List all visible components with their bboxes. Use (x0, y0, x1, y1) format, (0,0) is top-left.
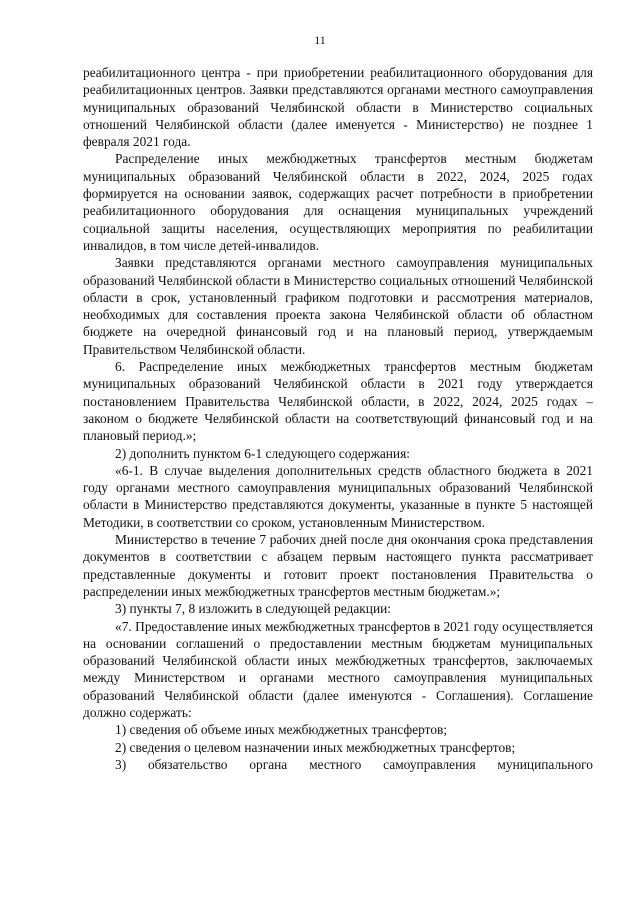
paragraph-amendment-2: 2) дополнить пунктом 6-1 следующего содержания: (115, 445, 410, 461)
list-item-3: 3) обязательство органа местного самоуправления муниципального (115, 756, 593, 772)
paragraph-applications-submission: Заявки представляются органами местного самоуправления муниципальных образований Челябинской области в Министерство социальных отношений Челябинской области в срок, установленный графиком подготовки и рассмотрения материалов, необходимых для составления проекта закона Челябинской области об областном бюджете на очередной финансовый год и на плановый период, утверждаемым Правительством Челябинской области. (83, 255, 593, 357)
paragraph-application-deadline: реабилитационного центра - при приобретении реабилитационного оборудования для реабилитационных центров. Заявки представляются органами местного самоуправления муниципальных образований Челябинской области в Министерство социальных отношений Челябинской области (далее именуется - Министерство) не позднее 1 февраля 2021 года. (83, 65, 593, 150)
document-body (83, 64, 593, 773)
paragraph-amendment-3: 3) пункты 7, 8 изложить в следующей редакции: (115, 601, 391, 617)
paragraph-ministry-review: Министерство в течение 7 рабочих дней после дня окончания срока представления документов в соответствии с абзацем первым настоящего пункта рассматривает представленные документы и готовит проект постановления Правительства о распределении иных межбюджетных трансфертов местным бюджетам.»; (83, 532, 593, 599)
paragraph-item-6: 6. Распределение иных межбюджетных трансфертов местным бюджетам муниципальных образований Челябинской области в 2021 году утверждается постановлением Правительства Челябинской области, в 2022, 2024, 2025 годах – законом о бюджете Челябинской области на соответствующий финансовый год и на плановый период.»; (83, 359, 593, 444)
page-number: 11 (314, 33, 326, 47)
list-item-1: 1) сведения об объеме иных межбюджетных трансфертов; (115, 722, 448, 738)
paragraph-distribution-2022-2025: Распределение иных межбюджетных трансфертов местным бюджетам муниципальных образований Челябинской области в 2022, 2024, 2025 годах формируется на основании заявок, содержащих расчет потребности в приобретении реабилитационного оборудования для оснащения муниципальных учреждений социальной защиты населения, осуществляющих мероприятия по реабилитации инвалидов, в том числе детей-инвалидов. (83, 151, 593, 253)
paragraph-item-7: «7. Предоставление иных межбюджетных трансфертов в 2021 году осуществляется на основании соглашений о предоставлении местным бюджетам муниципальных образований Челябинской области иных межбюджетных трансфертов, заключаемых между Министерством и органами местного самоуправления муниципальных образований Челябинской области (далее именуются - Соглашения). Соглашение должно содержать: (83, 618, 593, 720)
paragraph-item-6-1: «6-1. В случае выделения дополнительных средств областного бюджета в 2021 году органами местного самоуправления муниципальных образований Челябинской области в Министерство представляются документы, указанные в пункте 5 настоящей Методики, в соответствии со сроком, установленным Министерством. (83, 462, 593, 530)
list-item-2: 2) сведения о целевом назначении иных межбюджетных трансфертов; (115, 739, 516, 755)
